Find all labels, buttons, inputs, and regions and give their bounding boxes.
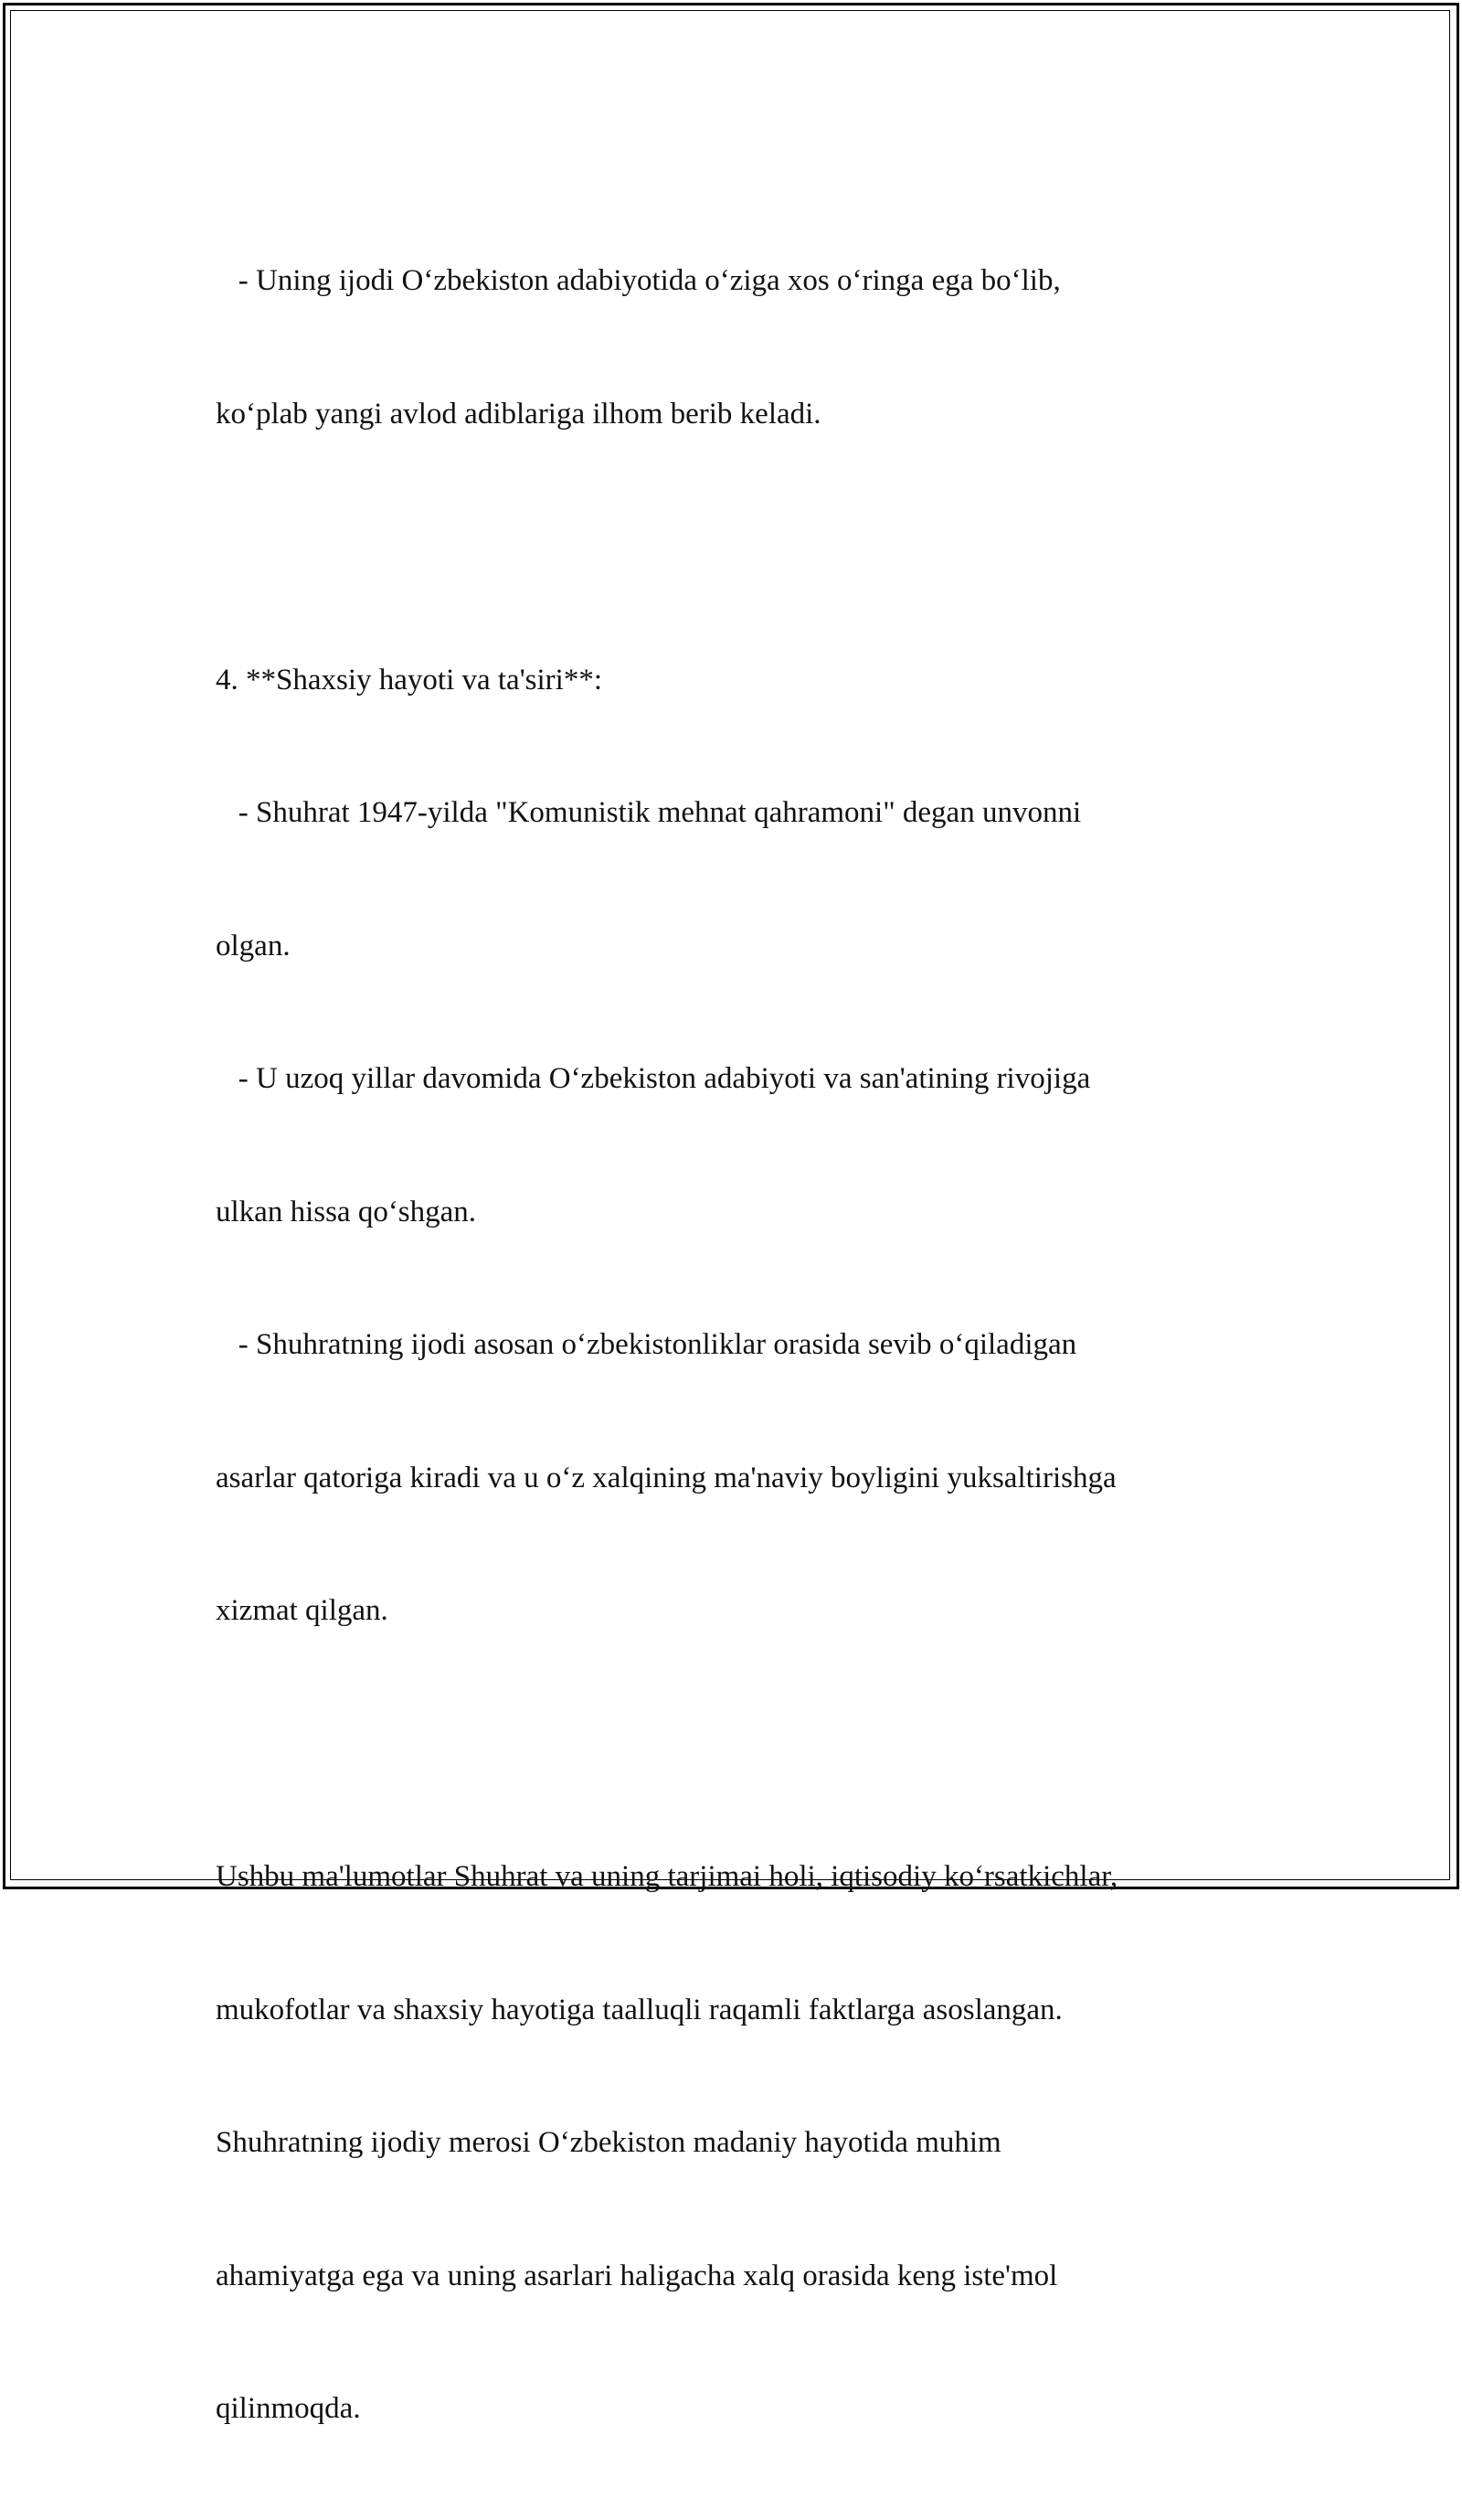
text-line: ulkan hissa qo‘shgan.: [216, 1195, 477, 1228]
text-line: - Shuhrat 1947-yilda "Komunistik mehnat qahramoni" degan unvonni: [216, 796, 1082, 829]
paragraph-spacer: [216, 1722, 1248, 1767]
text-line: qilinmoqda.: [216, 2392, 361, 2425]
text-line: - Uning ijodi O‘zbekiston adabiyotida o‘ziga xos o‘ringa ega bo‘lib,: [216, 264, 1061, 297]
text-line: mukofotlar va shaxsiy hayotiga taalluqli raqamli faktlarga asoslangan.: [216, 1993, 1063, 2026]
section-heading: 4. **Shaxsiy hayoti va ta'siri**:: [216, 663, 602, 696]
paragraph-legacy: [216, 170, 1248, 525]
paragraph-personal-life: [216, 569, 1248, 1722]
text-line: Ushbu ma'lumotlar Shuhrat va uning tarjimai holi, iqtisodiy ko‘rsatkichlar,: [216, 1860, 1118, 1893]
text-line: - U uzoq yillar davomida O‘zbekiston adabiyoti va san'atining rivojiga: [216, 1062, 1091, 1095]
text-line: asarlar qatoriga kiradi va u o‘z xalqining ma'naviy boyligini yuksaltirishga: [216, 1461, 1117, 1494]
text-line: olgan.: [216, 929, 291, 962]
paragraph-spacer: [216, 525, 1248, 569]
text-line: ahamiyatga ega va uning asarlari haligacha xalq orasida keng iste'mol: [216, 2259, 1058, 2292]
text-line: - Shuhratning ijodi asosan o‘zbekistonliklar orasida sevib o‘qiladigan: [216, 1328, 1077, 1361]
text-line: Shuhratning ijodiy merosi O‘zbekiston madaniy hayotida muhim: [216, 2126, 1001, 2159]
text-line: xizmat qilgan.: [216, 1594, 388, 1627]
document-body: [216, 170, 1248, 2520]
text-line: ko‘plab yangi avlod adiblariga ilhom berib keladi.: [216, 397, 821, 431]
paragraph-summary: [216, 1766, 1248, 2520]
